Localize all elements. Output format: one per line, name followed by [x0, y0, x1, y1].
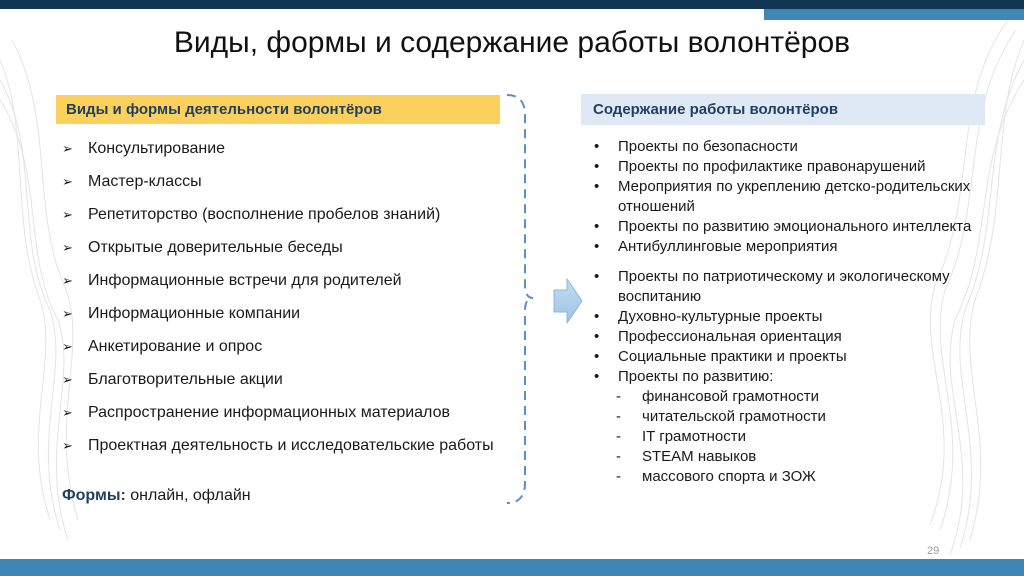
forms-line [62, 487, 251, 505]
list-item: • Проекты по развитию: [594, 368, 774, 385]
list-item: • Антибуллинговые мероприятия [594, 238, 838, 255]
left-column-header: Виды и формы деятельности волонтёров [56, 95, 500, 124]
arrow-bullet-icon: ➢ [62, 174, 73, 189]
dash-bullet-icon: - [616, 468, 621, 485]
sub-list-item: - финансовой грамотности [616, 388, 820, 405]
list-item: ➢ Открытые доверительные беседы [62, 236, 522, 260]
sub-list-item: - IT грамотности [616, 428, 746, 445]
bottom-bar [0, 559, 1024, 576]
forms-value: онлайн, офлайн [125, 487, 251, 504]
bullet-icon: • [594, 328, 600, 345]
list-item: ➢ Консультирование [62, 137, 522, 161]
forms-label: Формы: [62, 487, 126, 504]
list-item: ➢ Распространение информационных материалов [62, 401, 522, 425]
bullet-icon: • [594, 158, 600, 175]
bullet-icon: • [594, 368, 600, 385]
bullet-icon: • [594, 308, 600, 325]
list-item: ➢ Анкетирование и опрос [62, 335, 522, 359]
right-column-header: Содержание работы волонтёров [581, 94, 985, 125]
dash-bullet-icon: - [616, 448, 621, 465]
page-number: 29 [927, 545, 940, 557]
bullet-icon: • [594, 268, 600, 285]
curly-bracket-icon [505, 93, 535, 505]
arrow-bullet-icon: ➢ [62, 372, 73, 387]
list-item: ➢ Благотворительные акции [62, 368, 522, 392]
arrow-bullet-icon: ➢ [62, 207, 73, 222]
right-arrow-icon [553, 278, 583, 324]
arrow-bullet-icon: ➢ [62, 438, 73, 453]
arrow-bullet-icon: ➢ [62, 240, 73, 255]
list-item: ➢ Информационные встречи для родителей [62, 269, 522, 293]
bullet-icon: • [594, 348, 600, 365]
arrow-bullet-icon: ➢ [62, 141, 73, 156]
arrow-bullet-icon: ➢ [62, 306, 73, 321]
list-item: • Мероприятия по укреплению детско-родительских отношений [594, 178, 971, 215]
bullet-icon: • [594, 138, 600, 155]
bullet-icon: • [594, 178, 600, 195]
arrow-bullet-icon: ➢ [62, 339, 73, 354]
list-item: ➢ Проектная деятельность и исследовательские работы [62, 434, 522, 458]
dash-bullet-icon: - [616, 388, 621, 405]
bullet-icon: • [594, 238, 600, 255]
list-item: ➢ Мастер-классы [62, 170, 522, 194]
list-item: • Проекты по безопасности [594, 138, 798, 155]
top-bar-accent [764, 9, 1024, 20]
list-item: • Проекты по профилактике правонарушений [594, 158, 926, 175]
list-item: ➢ Информационные компании [62, 302, 522, 326]
arrow-bullet-icon: ➢ [62, 273, 73, 288]
arrow-bullet-icon: ➢ [62, 405, 73, 420]
dash-bullet-icon: - [616, 428, 621, 445]
sub-list-item: - массового спорта и ЗОЖ [616, 468, 816, 485]
dash-bullet-icon: - [616, 408, 621, 425]
sub-list-item: - читательской грамотности [616, 408, 826, 425]
top-bar-dark [0, 0, 1024, 9]
list-item: • Духовно-культурные проекты [594, 308, 823, 325]
list-item: • Социальные практики и проекты [594, 348, 847, 365]
list-item: • Проекты по патриотическому и экологическому воспитанию [594, 268, 950, 305]
list-item: • Профессиональная ориентация [594, 328, 842, 345]
slide-title: Виды, формы и содержание работы волонтёров [173, 26, 851, 59]
sub-list-item: - STEAM навыков [616, 448, 757, 465]
activity-types-list [62, 137, 522, 467]
list-item: ➢ Репетиторство (восполнение пробелов знаний) [62, 203, 522, 227]
bullet-icon: • [594, 218, 600, 235]
work-content-list [592, 137, 992, 487]
list-item: • Проекты по развитию эмоционального интеллекта [594, 218, 972, 235]
